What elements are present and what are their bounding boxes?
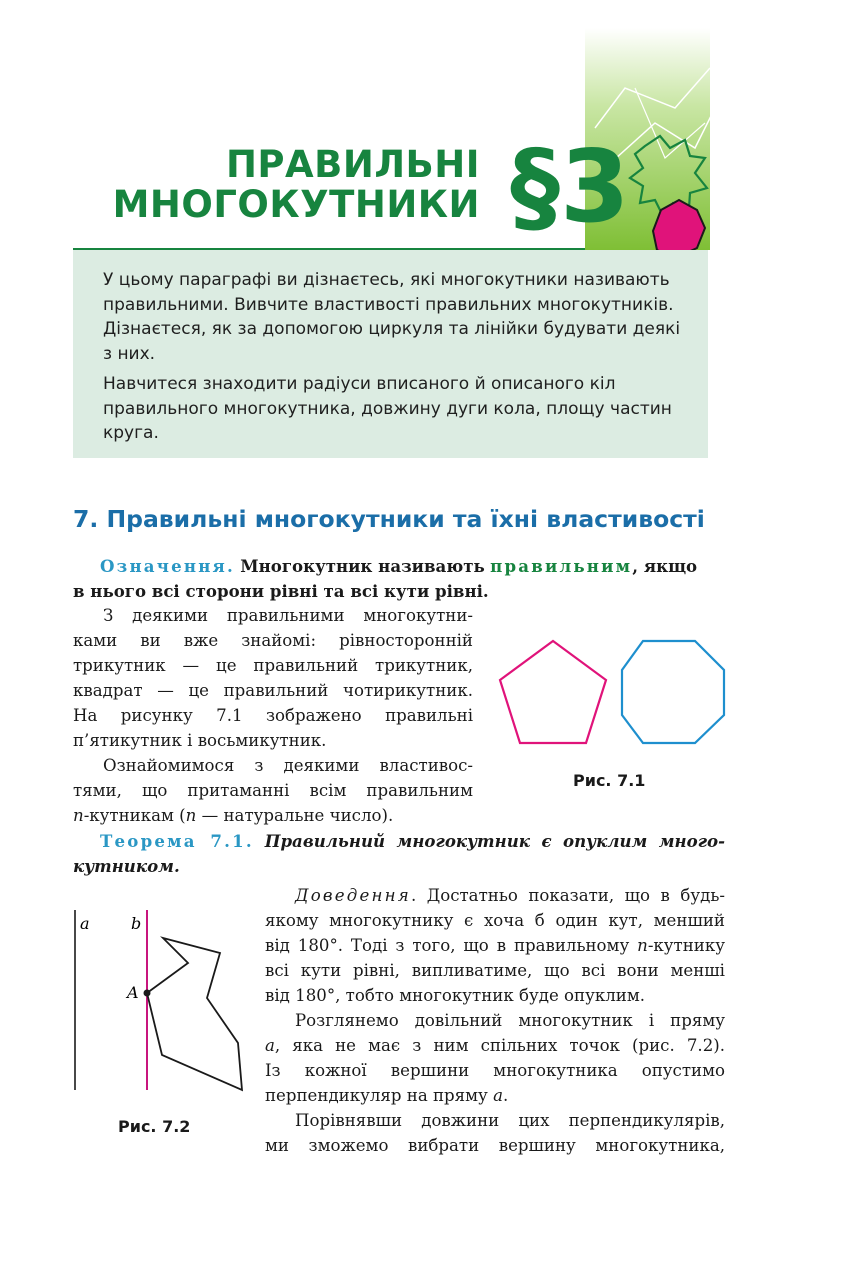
proof-line: всі кути рівні, випливатиме, що всі вони менші [265,961,725,980]
label-a: a [80,914,90,933]
paragraph-number: §3 [510,128,630,245]
text-fragment: . Достатньо показати, що в будь- [410,886,725,905]
proof-line [265,1084,508,1109]
proof-line-1 [295,884,725,909]
text-fragment: -кутнику [647,936,725,955]
theorem-text-2: кутником. [73,856,180,876]
label-b: b [131,914,142,933]
definition-text-before: Многокутник називають [240,556,485,576]
chapter-title-line1: ПРАВИЛЬНІ [225,143,480,186]
definition-keyword: правильним [490,556,633,576]
text-fragment: від 180°. Тоді з того, що в правильному [265,936,638,955]
text-fragment: — натуральне число). [196,806,394,825]
var-a: a [493,1086,503,1105]
body-line: тями, що притаманні всім правильним [73,781,473,800]
proof-line: Розглянемо довільний многокутник і пряму [295,1011,725,1030]
text-fragment: -кутникам ( [83,806,186,825]
var-a: a [265,1036,275,1055]
proof-line [265,1034,725,1059]
proof-line: ми зможемо вибрати вершину многокутника, [265,1136,725,1155]
definition-label: Означення. [100,556,235,576]
proof-line: Із кожної вершини многокутника опустимо [265,1061,725,1080]
proof-line [265,934,725,959]
body-line-last [73,804,393,829]
figure-7-1-caption: Рис. 7.1 [573,771,646,790]
body-line: ками ви вже знайомі: рівносторонній [73,631,473,650]
theorem-text-1: Правильний многокутник є опуклим много- [264,831,725,851]
intro-paragraph-1: У цьому параграфі ви дізнаєтесь, які многокутники називають правильними. Вивчите властивості правильних многокутників. Дізнаєтеся, як за допомогою циркуля та лінійки будувати деякі з них. [103,270,681,364]
polygon [147,938,242,1090]
body-line: На рисунку 7.1 зображено правильні [73,706,473,725]
label-A: A [127,983,139,1002]
theorem-label: Теорема 7.1. [100,831,254,851]
body-line: З деякими правильними многокутни- [103,606,473,625]
section-title: 7. Правильні многокутники та їхні властивості [73,505,705,533]
figure-7-2 [70,905,250,1105]
text-fragment: перпендикуляр на пряму [265,1086,494,1105]
definition-text-after: , якщо [632,556,698,576]
proof-line: Порівнявши довжини цих перпендикулярів, [295,1111,725,1130]
intro-paragraph-2: Навчитеся знаходити радіуси вписаного й описаного кіл правильного многокутника, довжину дуги кола, площу частин круга. [103,374,672,443]
theorem-line-2 [73,854,180,880]
proof-label: Доведення [295,886,411,905]
body-line: трикутник — це правильний трикутник, [73,656,473,675]
body-line: Ознайомимося з деякими властивос- [103,756,473,775]
figure-7-1 [490,630,735,755]
figure-7-2-caption: Рис. 7.2 [118,1117,191,1136]
vertex-A [144,990,151,997]
definition-line-1 [100,554,725,580]
proof-line: від 180°, тобто многокутник буде опуклим. [265,986,646,1005]
octagon [622,641,724,743]
var-n: n [637,936,648,955]
chapter-title-line2: МНОГОКУТНИКИ [112,183,480,226]
definition-text-2: в нього всі сторони рівні та всі кути рівні. [73,581,489,601]
body-line: квадрат — це правильний чотирикутник. [73,681,473,700]
body-line: п’ятикутник і восьмикутник. [73,731,327,750]
pentagon [500,641,606,743]
var-n: n [185,806,197,825]
definition-line-2 [73,579,489,605]
theorem-line-1 [100,829,725,855]
var-n: n [73,806,84,825]
proof-line: якому многокутнику є хоча б один кут, менший [265,911,725,930]
text-fragment: , яка не має з ним спільних точок (рис. 7.2). [274,1036,725,1055]
text-fragment: . [503,1086,509,1105]
intro-box [73,250,708,458]
